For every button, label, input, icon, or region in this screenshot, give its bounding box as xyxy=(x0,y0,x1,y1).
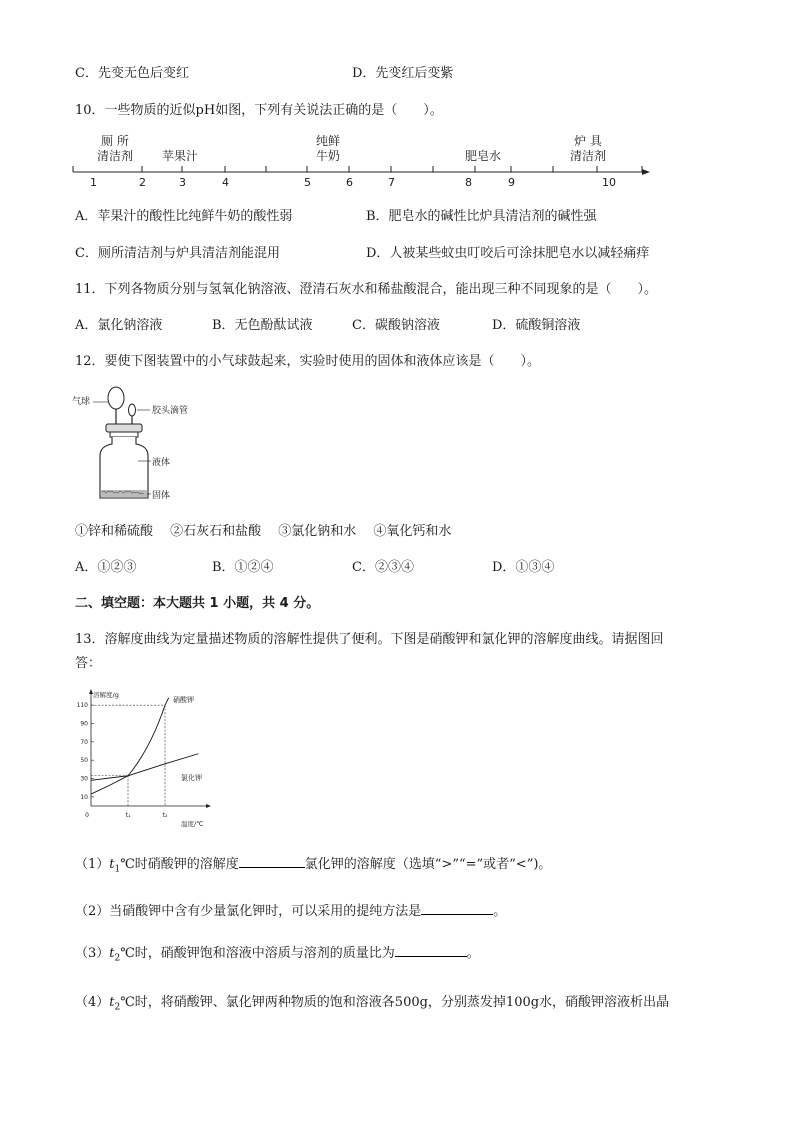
ph-tick-label: 9 xyxy=(508,176,515,189)
q10-option-a: A．苹果汁的酸性比纯鲜牛奶的酸性弱 xyxy=(75,209,293,224)
ph-tick-label: 5 xyxy=(304,176,311,189)
q10-option-d: D．人被某些蚊虫叮咬后可涂抹肥皂水以减轻痛痒 xyxy=(366,246,650,261)
kno3-curve xyxy=(91,698,169,794)
apparatus-figure xyxy=(72,384,222,506)
ph-tick-label: 2 xyxy=(139,176,146,189)
q13-stem-line1: 13．溶解度曲线为定量描述物质的溶解性提供了便利。下图是硝酸钾和氯化钾的溶解度曲线。请据图回 xyxy=(75,632,664,647)
q10-option-c: C．厕所清洁剂与炉具清洁剂能混用 xyxy=(75,246,280,261)
q12-choices: ①锌和稀硫酸 ②石灰石和盐酸 ③氯化钠和水 ④氧化钙和水 xyxy=(75,524,452,539)
q13-sub1: $(1)t_1℃$时硝酸钾的溶解度 氯化钾的溶解度（选填“>”“=”或者“<”)。 xyxy=(75,857,552,875)
q12-option-c: C．②③④ xyxy=(352,560,414,575)
y-axis-label: 溶解度/g xyxy=(93,691,119,699)
ph-tick-label: 4 xyxy=(222,176,229,189)
ph-tick-label: 7 xyxy=(388,176,395,189)
q9-option-d: D．先变红后变紫 xyxy=(352,66,454,81)
q13-stem-line2: 答： xyxy=(75,656,102,671)
ph-substance-label: 肥皂水 xyxy=(464,149,501,163)
q11-stem: 11．下列各物质分别与氢氧化钠溶液、澄清石灰水和稀盐酸混合，能出现三种不同现象的是（ ）。 xyxy=(75,282,658,297)
t2-symbol: t xyxy=(109,946,115,961)
ph-tick-label: 8 xyxy=(465,176,472,189)
q11-option-c: C．碳酸钠溶液 xyxy=(352,318,440,333)
ph-substance-label: 厕 所 清洁剂 xyxy=(96,134,133,163)
answer-blank-2[interactable] xyxy=(421,902,493,915)
ph-substance-label: 炉 具 清洁剂 xyxy=(569,134,606,163)
x-axis-arrow xyxy=(206,804,211,808)
q12-option-a: A．①②③ xyxy=(75,560,137,575)
q11-option-d: D．硫酸铜溶液 xyxy=(492,318,581,333)
x-tick-label: 0 xyxy=(85,812,89,819)
q10-option-b: B．肥皂水的碱性比炉具清洁剂的碱性强 xyxy=(366,209,597,224)
dropper-label: 胶头滴管 xyxy=(152,406,189,416)
flask-drawing xyxy=(72,384,222,506)
solubility-chart xyxy=(70,688,220,828)
kcl-series-label: 氯化钾 xyxy=(181,773,202,782)
balloon-label: 气球 xyxy=(72,397,91,407)
q11-option-a: A．氯化钠溶液 xyxy=(75,318,163,333)
kno3-series-label: 硝酸钾 xyxy=(173,696,194,704)
y-tick-label: 90 xyxy=(80,720,88,728)
q12-option-d: D．①③④ xyxy=(492,560,555,575)
q11-option-b: B．无色酚酞试液 xyxy=(212,318,313,333)
ph-tick-label: 6 xyxy=(346,176,353,189)
liquid-label: 液体 xyxy=(152,458,171,468)
y-tick-label: 110 xyxy=(76,702,88,710)
q10-stem: 10．一些物质的近似pH如图，下列有关说法正确的是（ ）。 xyxy=(75,103,443,118)
answer-blank-3[interactable] xyxy=(395,944,467,957)
x-tick-label: t₁ xyxy=(125,812,131,819)
solubility-chart-svg xyxy=(70,688,220,828)
t2-symbol: t xyxy=(109,995,115,1010)
ph-substance-label: 纯鲜 牛奶 xyxy=(315,134,340,163)
ph-tick-label: 1 xyxy=(90,176,97,189)
y-tick-label: 10 xyxy=(80,793,88,801)
t1-symbol: t xyxy=(109,857,115,872)
q13-sub2: （2）当硝酸钾中含有少量氯化钾时，可以采用的提纯方法是 。 xyxy=(75,904,507,919)
section-title: 二、填空题：本大题共 1 小题，共 4 分。 xyxy=(75,596,320,611)
y-tick-label: 30 xyxy=(80,775,88,783)
solid-label: 固体 xyxy=(152,491,171,501)
ph-tick-label: 3 xyxy=(179,176,186,189)
q13-sub4: $(4)t_2℃$时，将硝酸钾、氯化钾两种物质的饱和溶液各500g，分别蒸发掉100g水，硝酸钾溶液析出晶 xyxy=(75,995,670,1013)
q13-sub3: $(3)t_2℃$时，硝酸钾饱和溶液中溶质与溶剂的质量比为 。 xyxy=(75,946,480,964)
y-tick-label: 70 xyxy=(80,738,88,746)
x-tick-label: t₂ xyxy=(162,812,168,819)
q9-option-c: C．先变无色后变红 xyxy=(75,66,189,81)
q12-option-b: B．①②④ xyxy=(212,560,274,575)
x-axis-label: 温度/℃ xyxy=(181,820,204,828)
answer-blank-1[interactable] xyxy=(239,855,305,868)
ph-tick-label: 10 xyxy=(602,176,616,189)
q12-stem: 12．要使下图装置中的小气球鼓起来，实验时使用的固体和液体应该是（ ）。 xyxy=(75,354,541,369)
ph-substance-label: 苹果汁 xyxy=(161,149,198,163)
y-tick-label: 50 xyxy=(80,757,88,765)
ph-scale xyxy=(70,130,660,200)
